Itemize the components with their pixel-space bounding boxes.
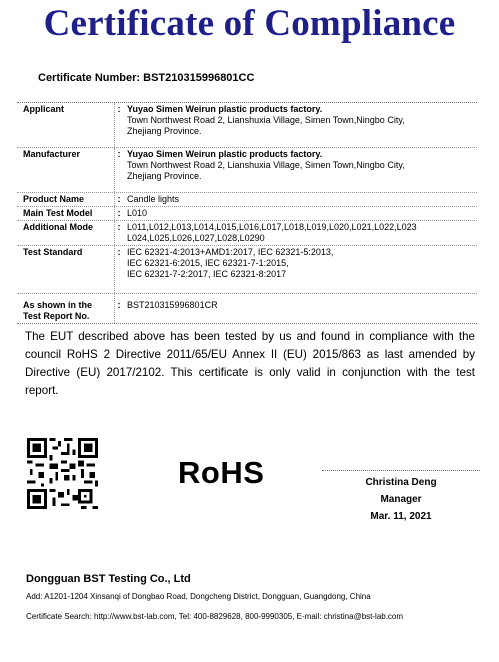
- applicant-address-line2: Zhejiang Province.: [127, 126, 202, 136]
- table-row-test-standard: [17, 246, 477, 294]
- certificate-search-line: Certificate Search: http://www.bst-lab.com, Tel: 400-8829628, 800-9990305, E-mail: christina@bst-lab.com: [26, 612, 404, 621]
- table-row-additional-mode: [17, 221, 477, 246]
- company-name: Dongguan BST Testing Co., Ltd: [26, 573, 191, 585]
- table-row-applicant: [17, 103, 477, 148]
- compliance-statement: The EUT described above has been tested by us and found in compliance with the council RoHS 2 Directive 2011/65/EU Annex II (EU) 2015/863 as last amended by Directive (EU) 2017/2102. This certificate is only valid in conjunction with the test report.: [25, 330, 475, 397]
- manufacturer-name: Yuyao Simen Weirun plastic products factory.: [127, 149, 323, 159]
- colon: :: [117, 149, 121, 159]
- colon: :: [117, 208, 121, 218]
- colon: :: [117, 222, 121, 232]
- certificate-title: Certificate of Compliance: [43, 3, 456, 44]
- manufacturer-address-line1: Town Northwest Road 2, Lianshuxia Village, Simen Town,Ningbo City,: [127, 160, 405, 170]
- table-row-product-name: [17, 193, 477, 207]
- signatory-title: Manager: [380, 494, 422, 505]
- signatory-name: Christina Deng: [365, 477, 437, 488]
- test-standard-line2: IEC 62321-6:2015, IEC 62321-7-1:2015,: [127, 258, 289, 268]
- applicant-name: Yuyao Simen Weirun plastic products factory.: [127, 104, 323, 114]
- main-test-model-label: Main Test Model: [17, 207, 115, 220]
- report-label-line2: Test Report No.: [23, 311, 90, 321]
- table-row-manufacturer: [17, 148, 477, 193]
- manufacturer-address-line2: Zhejiang Province.: [127, 171, 202, 181]
- product-name-value: Candle lights: [127, 194, 180, 204]
- report-label-line1: As shown in the: [23, 300, 93, 310]
- additional-mode-line2: L024,L025,L026,L027,L028,L0290: [127, 233, 265, 243]
- certificate-number: Certificate Number: BST210315996801CC: [38, 72, 255, 84]
- test-standard-line3: IEC 62321-7-2:2017, IEC 62321-8:2017: [127, 269, 287, 279]
- applicant-address-line1: Town Northwest Road 2, Lianshuxia Village, Simen Town,Ningbo City,: [127, 115, 405, 125]
- report-number-value: BST210315996801CR: [127, 300, 218, 310]
- colon: :: [117, 247, 121, 257]
- additional-mode-line1: L011,L012,L013,L014,L015,L016,L017,L018,L019,L020,L021,L022,L023: [127, 222, 417, 232]
- colon: :: [117, 104, 121, 114]
- applicant-label: Applicant: [17, 103, 115, 147]
- table-row-main-test-model: [17, 207, 477, 221]
- company-address: Add: A1201-1204 Xinsanqi of Dongbao Road, Dongcheng District, Dongguan, Guangdong, China: [26, 592, 371, 601]
- details-table: [17, 102, 477, 324]
- test-standard-label: Test Standard: [17, 246, 115, 293]
- colon: :: [117, 300, 121, 310]
- manufacturer-label: Manufacturer: [17, 148, 115, 192]
- colon: :: [117, 194, 121, 204]
- rohs-mark: RoHS: [178, 455, 265, 490]
- additional-mode-label: Additional Mode: [17, 221, 115, 245]
- signature-date: Mar. 11, 2021: [370, 511, 432, 522]
- main-test-model-value: L010: [127, 208, 148, 218]
- product-name-label: Product Name: [17, 193, 115, 206]
- signature-line: [322, 470, 480, 471]
- table-row-report-number: [17, 294, 477, 323]
- test-standard-line1: IEC 62321-4:2013+AMD1:2017, IEC 62321-5:2013,: [127, 247, 334, 257]
- qr-code: [27, 438, 98, 509]
